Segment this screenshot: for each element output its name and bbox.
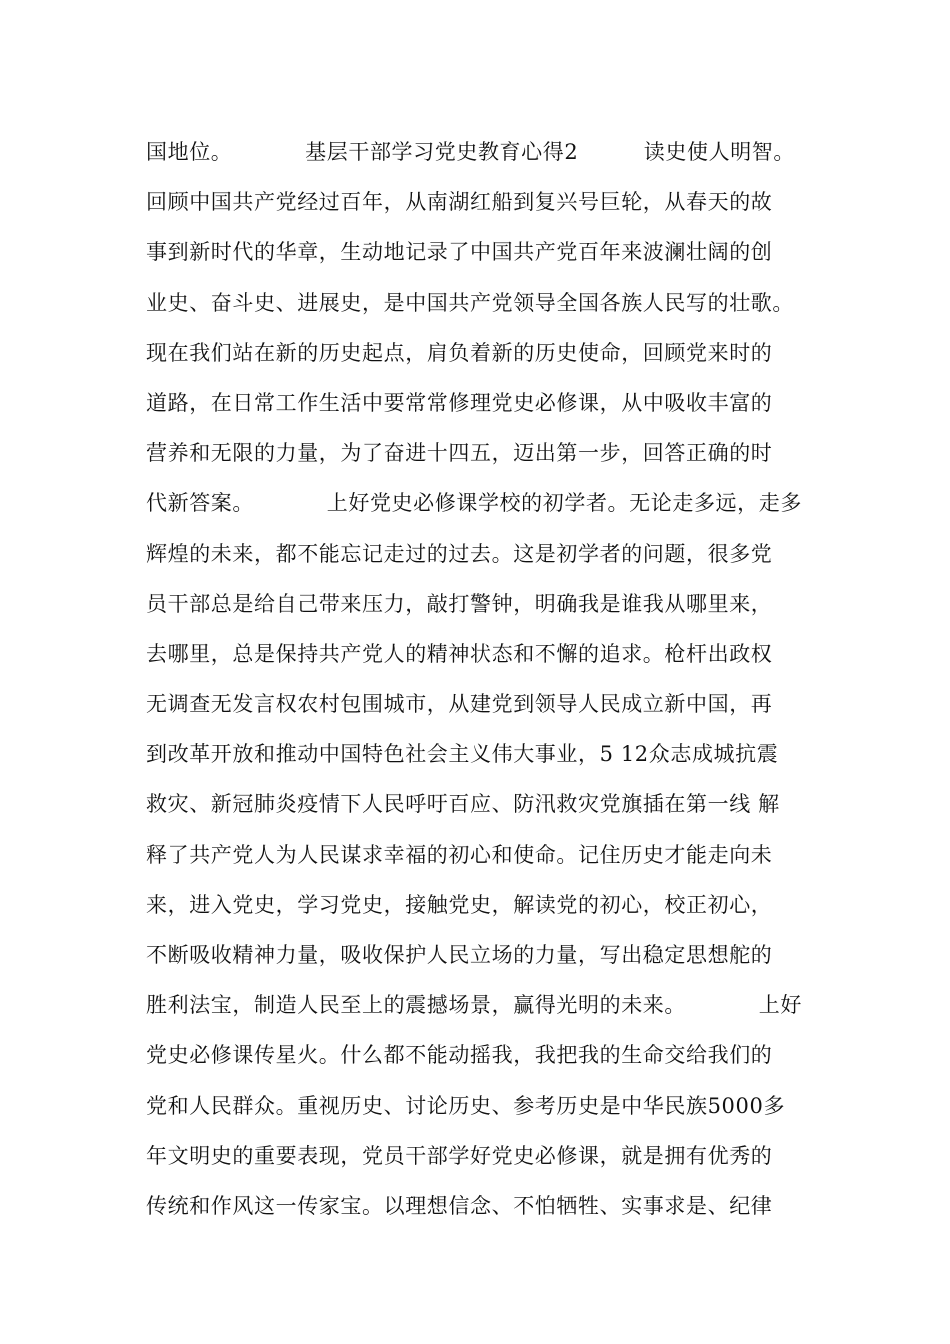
text-line: 年文明史的重要表现，党员干部学好党史必修课，就是拥有优秀的 [146,1143,773,1168]
text-line: 党和人民群众。重视历史、讨论历史、参考历史是中华民族5000多 [146,1093,786,1118]
text-line: 现在我们站在新的历史起点，肩负着新的历史使命，回顾党来时的 [146,340,773,365]
text-line: 来，进入党史，学习党史，接触党史，解读党的初心，校正初心， [146,892,773,917]
text-line: 党史必修课传星火。什么都不能动摇我，我把我的生命交给我们的 [146,1043,773,1068]
text-line: 道路，在日常工作生活中要常常修理党史必修课，从中吸收丰富的 [146,390,773,415]
text-line: 释了共产党人为人民谋求幸福的初心和使命。记住历史才能走向未 [146,842,773,867]
text-line: 传统和作风这一传家宝。以理想信念、不怕牺牲、实事求是、纪律 [146,1193,773,1218]
body-text [146,130,826,1234]
text-line: 回顾中国共产党经过百年，从南湖红船到复兴号巨轮，从春天的故 [146,190,773,215]
text-line: 胜利法宝，制造人民至上的震撼场景，赢得光明的未来。 上好 [146,993,802,1018]
text-line: 到改革开放和推动中国特色社会主义伟大事业，5 12众志成城抗震 [146,742,779,767]
text-line: 事到新时代的华章，生动地记录了中国共产党百年来波澜壮阔的创 [146,240,773,265]
text-line: 国地位。 基层干部学习党史教育心得2 读史使人明智。 [146,140,795,164]
text-line: 不断吸收精神力量，吸收保护人民立场的力量，写出稳定思想舵的 [146,943,773,967]
text-line: 去哪里，总是保持共产党人的精神状态和不懈的追求。枪杆出政权 [146,641,773,666]
text-line: 业史、奋斗史、进展史，是中国共产党领导全国各族人民写的壮歌。 [146,290,794,315]
text-line: 救灾、新冠肺炎疫情下人民呼吁百应、防汛救灾党旗插在第一线 解 [146,792,780,817]
text-line: 营养和无限的力量，为了奋进十四五，迈出第一步，回答正确的时 [146,441,773,466]
text-line: 员干部总是给自己带来压力，敲打警钟，明确我是谁我从哪里来， [146,591,773,616]
text-line: 无调查无发言权农村包围城市，从建党到领导人民成立新中国，再 [146,692,773,717]
text-line: 代新答案。 上好党史必修课学校的初学者。无论走多远，走多 [146,491,802,516]
text-line: 辉煌的未来，都不能忘记走过的过去。这是初学者的问题，很多党 [146,541,773,566]
